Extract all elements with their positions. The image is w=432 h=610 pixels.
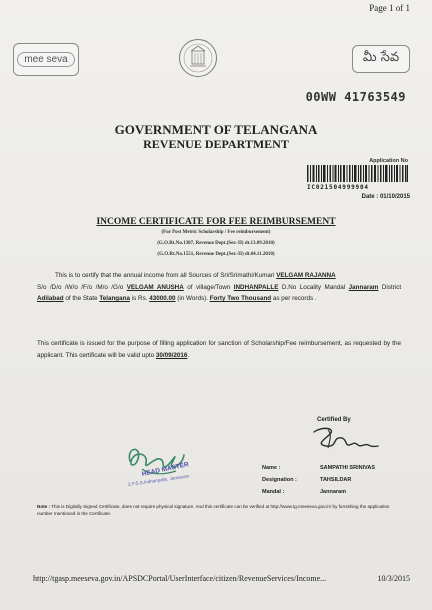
parent-name: VELGAM ANUSHA	[126, 283, 184, 291]
certified-by-label: Certified By	[317, 417, 351, 423]
mandal-row	[262, 489, 346, 495]
head-master-stamp: HEAD MASTER	[141, 461, 190, 478]
application-number: IC021504999904	[307, 184, 369, 191]
applicant-name: VELGAM RAJANNA	[276, 272, 336, 279]
designation-row	[262, 477, 351, 483]
income-amount: 43000.00	[149, 295, 176, 302]
barcode-icon	[307, 165, 408, 182]
footer-url[interactable]: http://tgasp.meeseva.gov.in/APSDCPortal/UserInterface/citizen/RevenueServices/Income...	[33, 574, 327, 583]
income-statement-paragraph	[37, 270, 401, 305]
statement-text: District	[381, 283, 402, 291]
validity-paragraph	[37, 338, 401, 361]
designation-value: TAHSILDAR	[320, 477, 352, 483]
note-text: This is Digitally Signed Certificate, does not require physical signature. And this certificate can be verified at http://www.tg.meeseva.gov.in/ by furnishing the application number mentioned in the Certificate.	[37, 504, 390, 516]
signatory-name-label: Name :	[262, 465, 281, 471]
mee-seva-telugu-logo: మీ సేవ	[352, 45, 410, 73]
certificate-heading: INCOME CERTIFICATE FOR FEE REIMBURSEMENT	[96, 217, 336, 227]
government-order-1: (G.O.Rt.No.1307, Revenue Dept.(Ser.-II) dt.13.09.2010)	[157, 241, 275, 246]
designation-label: Designation :	[262, 477, 297, 483]
mee-seva-logo-text: mee seva	[17, 52, 74, 67]
validity-text: This certificate is issued for the purpose of filling application for sanction of Scholarship/Fee reimbursement, as requested by the applicant. This certificate will be valid upto	[37, 340, 401, 359]
state-name: Telangana	[99, 295, 130, 302]
statement-text: of the State	[65, 295, 98, 302]
page-indicator: Page 1 of 1	[369, 3, 410, 13]
statement-text: of village/Town	[187, 283, 231, 291]
statement-text: S/o /D/o /W/o /F/o /M/o /G/o	[37, 283, 124, 291]
income-amount-words: Forty Two Thousand	[209, 295, 272, 302]
valid-upto-date: 30/09/2016	[155, 351, 188, 359]
mandal-label: Mandal :	[262, 489, 285, 495]
village-name: INDHANPALLE	[233, 283, 279, 291]
signature-icon	[308, 424, 390, 456]
government-title: GOVERNMENT OF TELANGANA	[114, 122, 318, 137]
mandal-value: Jannaram	[320, 489, 346, 495]
application-number-label: Application No	[369, 158, 408, 164]
mandal-name: Jannaram	[348, 283, 379, 291]
telangana-emblem-icon	[178, 38, 218, 78]
district-name: Adilabad	[37, 295, 64, 302]
statement-text: D.No Locality Mandal	[281, 283, 346, 291]
department-title: REVENUE DEPARTMENT	[143, 137, 289, 151]
note-label: Note :	[37, 504, 51, 509]
statement-text: (in Words).	[177, 295, 208, 302]
validity-text-end: .	[187, 351, 190, 359]
signatory-name: SAMPATHI SRINIVAS	[320, 465, 376, 471]
statement-text: as per records .	[272, 295, 317, 302]
head-master-stamp-school: Z.P.S.S.Indhanpalle, Jannaram	[127, 473, 190, 487]
footer-date: 10/3/2015	[377, 574, 410, 583]
certificate-date: Date : 01/10/2015	[361, 194, 410, 200]
government-order-2: (G.O.Rt.No.1551, Revenue Dept.(Ser.-II) dt.04.11.2010)	[157, 252, 275, 257]
statement-text: is Rs.	[131, 295, 148, 302]
certificate-subtitle: (For Post Metric Scholarship / Fee reimbursement)	[161, 230, 271, 235]
verification-note	[37, 503, 401, 517]
statement-text: This is to certify that the annual income from all Sources of Sri/Srimathi/Kumari	[55, 272, 275, 279]
certificate-code-number: 00WW 41763549	[305, 90, 406, 104]
signatory-name-row	[262, 465, 375, 471]
mee-seva-logo	[13, 43, 79, 76]
